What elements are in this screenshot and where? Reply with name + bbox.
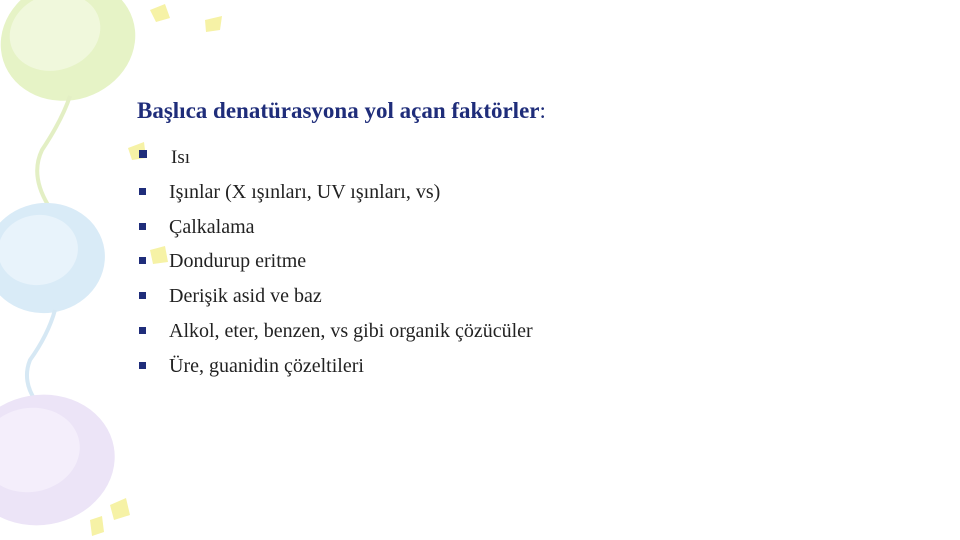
bullet-text: Isı <box>171 147 190 168</box>
square-bullet-icon <box>139 150 147 158</box>
bullet-text: Işınlar (X ışınları, UV ışınları, vs) <box>169 180 441 203</box>
square-bullet-icon <box>139 188 146 195</box>
bullet-text: Üre, guanidin çözeltileri <box>169 354 364 377</box>
balloon-purple-icon <box>0 383 125 537</box>
bullet-text: Derişik asid ve baz <box>169 285 322 308</box>
balloon-blue-icon <box>0 195 112 400</box>
square-bullet-icon <box>139 292 146 299</box>
bullet-text: Çalkalama <box>169 215 255 238</box>
square-bullet-icon <box>139 223 146 230</box>
square-bullet-icon <box>139 327 146 334</box>
slide-title-text: Başlıca denatürasyona yol açan faktörler <box>137 98 540 123</box>
bullet-text: Alkol, eter, benzen, vs gibi organik çözücüler <box>169 319 533 342</box>
bullet-text: Dondurup eritme <box>169 250 307 273</box>
square-bullet-icon <box>139 362 146 369</box>
slide-title <box>137 96 546 126</box>
balloon-green-icon <box>0 0 151 205</box>
slide-title-colon: : <box>539 98 546 123</box>
square-bullet-icon <box>139 257 146 264</box>
